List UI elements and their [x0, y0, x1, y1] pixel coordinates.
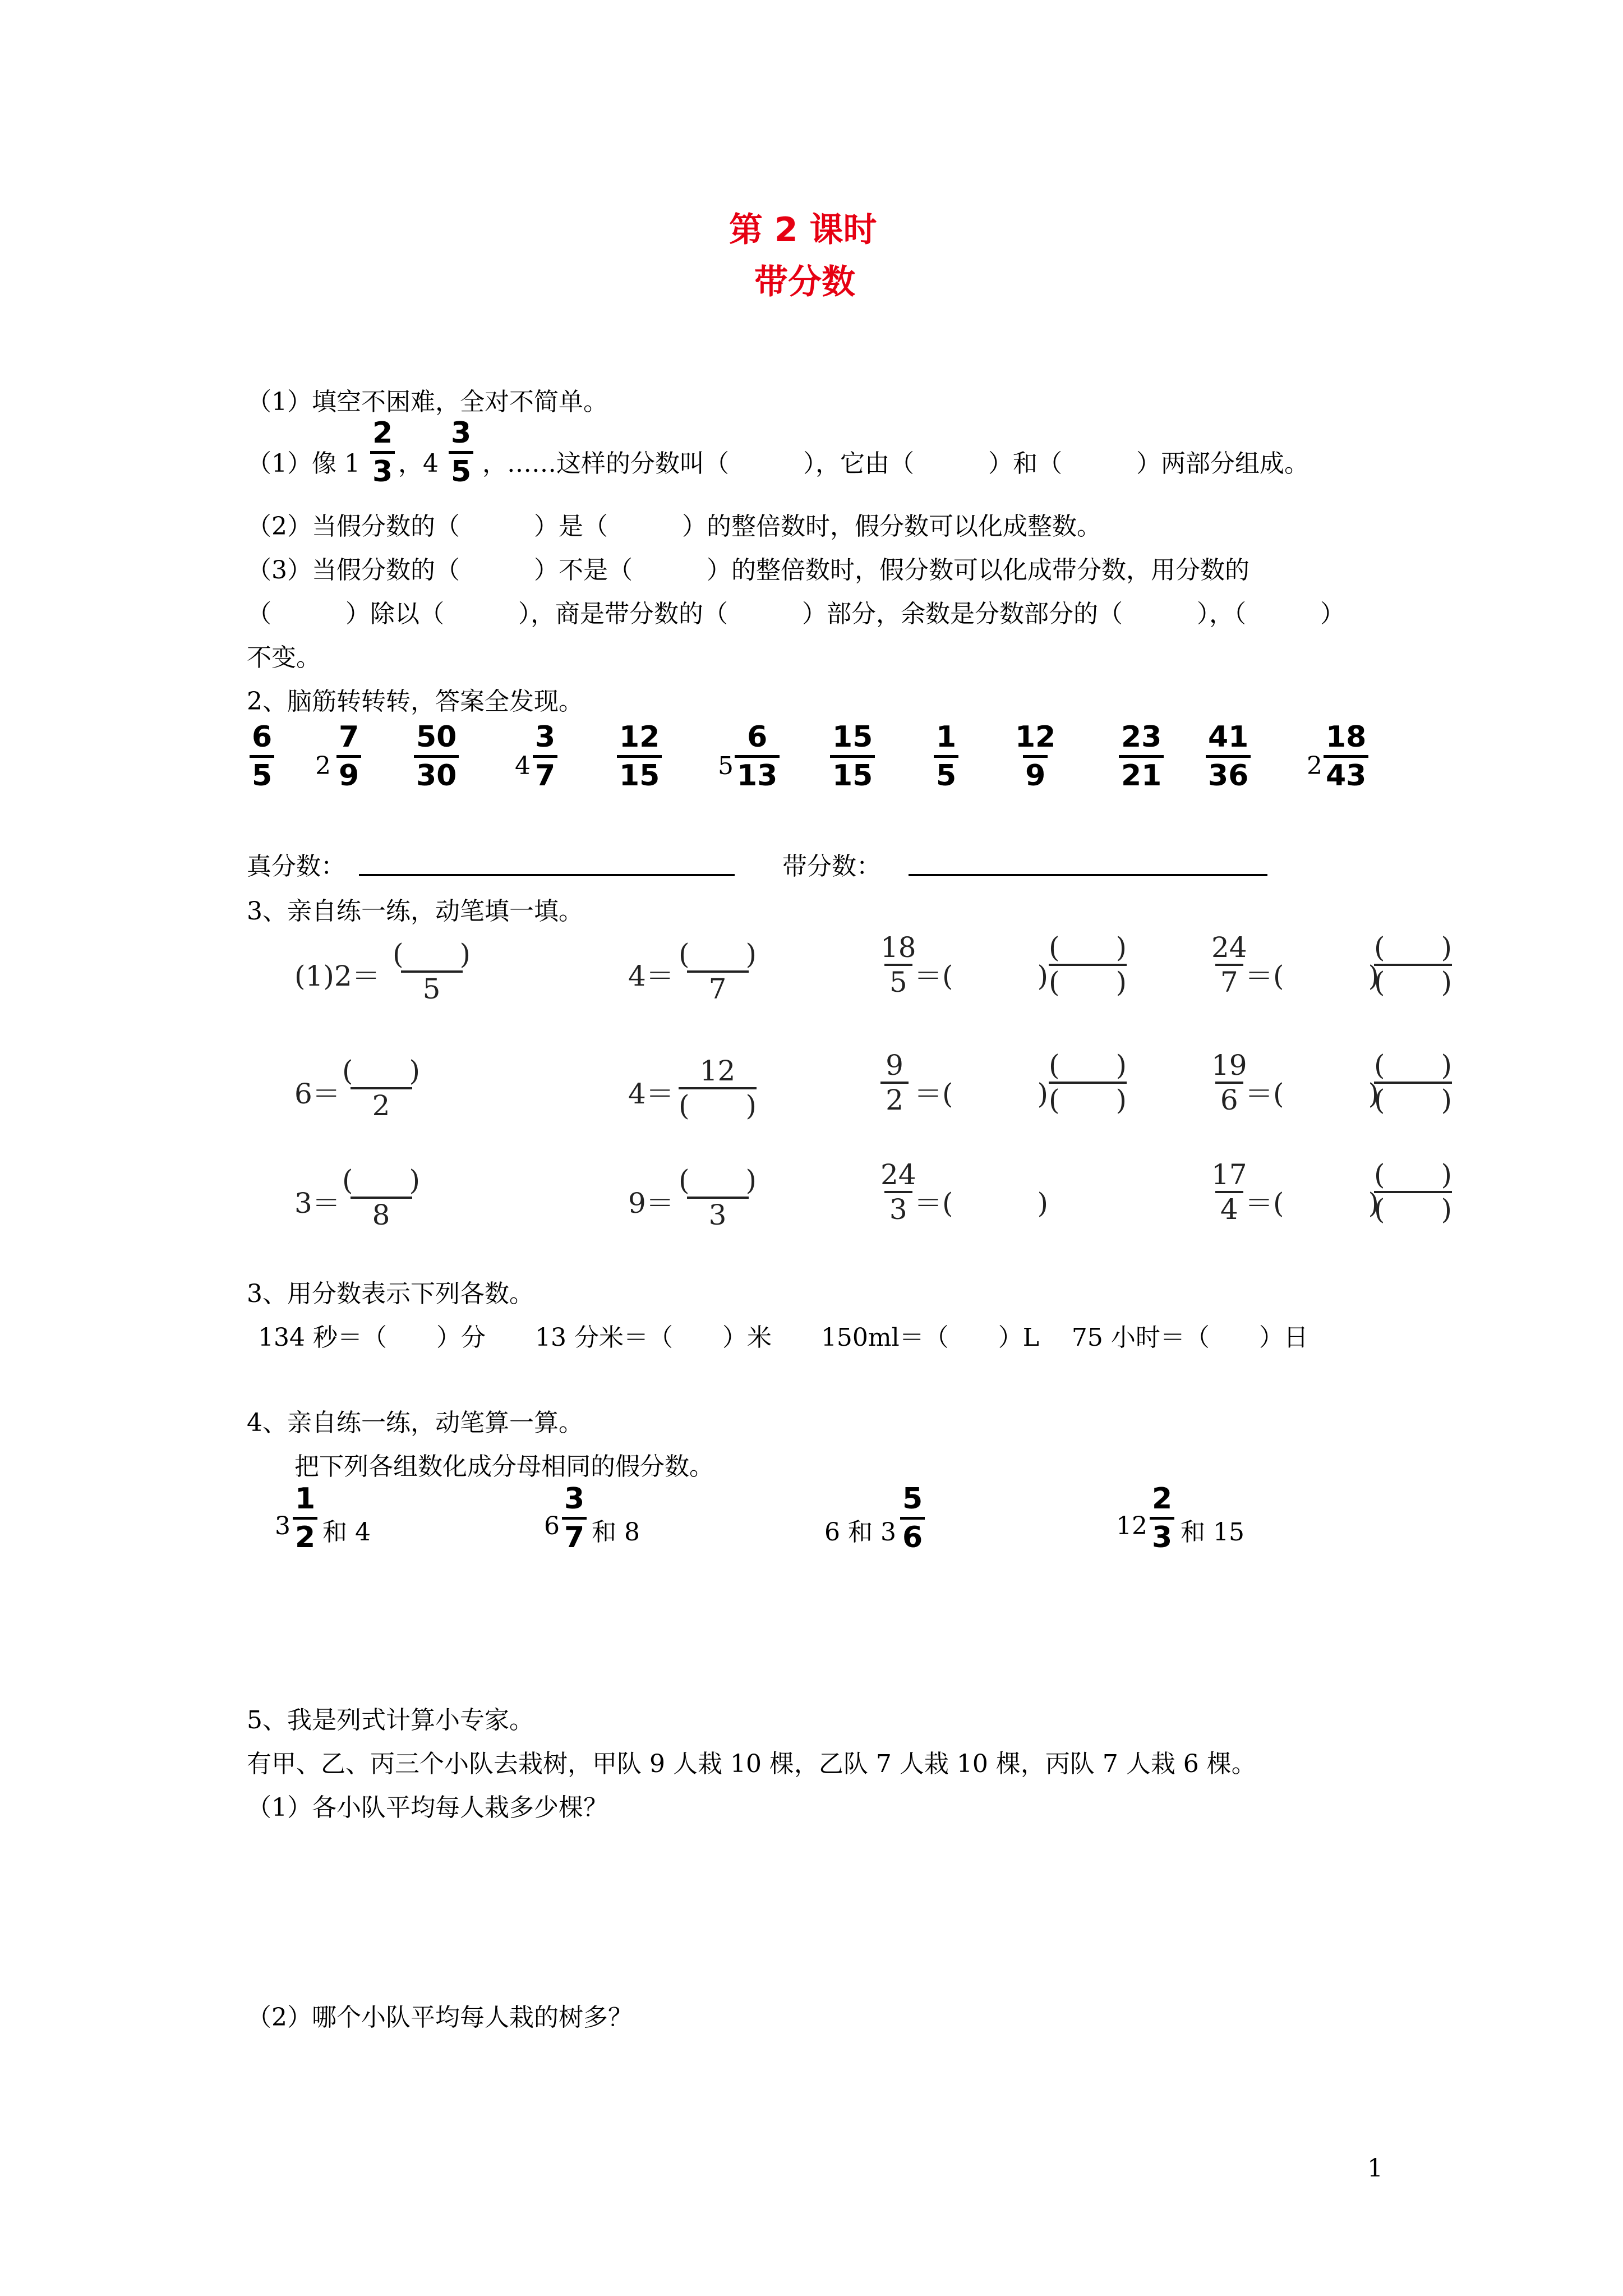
denominator: 3 — [370, 451, 395, 490]
q3a-title: 3、亲自练一练，动笔填一填。 — [247, 897, 583, 926]
q4-g4-frac — [1150, 1481, 1174, 1556]
denominator: 13 — [735, 755, 780, 794]
numerator-blank[interactable]: ( ) — [1374, 1049, 1453, 1082]
q1-line1-sep: ，4 — [398, 449, 439, 478]
q5-stem: 有甲、乙、丙三个小队去栽树，甲队 9 人栽 10 棵，乙队 7 人栽 10 棵，丙队 7 人栽 6 棵。 — [247, 1750, 1256, 1778]
numerator: 17 — [1211, 1158, 1247, 1191]
denominator-blank[interactable]: ( ) — [679, 1087, 757, 1122]
denominator-blank[interactable]: ( ) — [1374, 1191, 1452, 1226]
numerator-blank[interactable]: ( ) — [342, 1055, 421, 1087]
numerator: 9 — [886, 1049, 903, 1082]
r3-c-frac — [880, 1158, 916, 1226]
r2-d-mid[interactable]: ＝( ) — [1245, 1078, 1380, 1110]
numerator-blank[interactable]: ( ) — [342, 1164, 421, 1197]
denominator-blank[interactable]: ( ) — [1049, 1082, 1127, 1116]
r2-b-frac — [679, 1055, 757, 1122]
q2-frac-11 — [1206, 719, 1251, 794]
numerator-blank[interactable]: ( ) — [679, 938, 757, 970]
denominator: 2 — [351, 1087, 412, 1122]
r1-c-answer-frac[interactable] — [1049, 931, 1127, 999]
numerator: 24 — [880, 1158, 916, 1191]
q2-frac-10 — [1119, 719, 1164, 794]
numerator: 7 — [339, 720, 359, 754]
q4-subtitle: 把下列各组数化成分母相同的假分数。 — [294, 1452, 714, 1481]
numerator: 1 — [936, 720, 957, 754]
numerator: 12 — [699, 1055, 736, 1087]
numerator: 6 — [252, 720, 273, 754]
denominator: 5 — [934, 755, 958, 794]
numerator-blank[interactable]: ( ) — [1374, 931, 1453, 964]
r1-c-mid[interactable]: ＝( ) — [914, 960, 1049, 992]
denominator: 6 — [1215, 1082, 1243, 1116]
r3-a-left: 3＝ — [294, 1187, 340, 1220]
denominator: 43 — [1324, 755, 1368, 794]
r2-d-frac — [1211, 1049, 1247, 1116]
q5-title: 5、我是列式计算小专家。 — [247, 1706, 534, 1734]
numerator: 3 — [535, 720, 556, 754]
topic-title: 带分数 — [754, 263, 855, 302]
r2-c-answer-frac[interactable] — [1049, 1049, 1127, 1116]
q2-frac-3 — [414, 719, 459, 794]
numerator: 19 — [1211, 1049, 1247, 1082]
denominator-blank[interactable]: ( ) — [1374, 1082, 1452, 1116]
q2-frac-8 — [934, 719, 958, 794]
q2-frac-7 — [830, 719, 875, 794]
denominator: 9 — [1023, 755, 1048, 794]
r1-d-mid[interactable]: ＝( ) — [1245, 960, 1380, 992]
denominator: 3 — [687, 1197, 749, 1231]
q4-title: 4、亲自练一练，动笔算一算。 — [247, 1409, 583, 1437]
q3b-line: 134 秒＝（ ）分 13 分米＝（ ）米 150ml＝（ ）L 75 小时＝（ ）日 — [258, 1323, 1308, 1352]
numerator: 1 — [295, 1482, 316, 1516]
q1-line2: （2）当假分数的（ ）是（ ）的整倍数时，假分数可以化成整数。 — [247, 512, 1101, 541]
denominator: 3 — [1150, 1517, 1174, 1556]
r2-c-mid[interactable]: ＝( ) — [914, 1078, 1049, 1110]
r1-a-frac — [393, 938, 471, 1005]
q5-part2: （2）哪个小队平均每人栽的树多？ — [247, 2003, 633, 2032]
q2-frac-2 — [336, 719, 361, 794]
page-number: 1 — [1367, 2154, 1383, 2183]
q2-title: 2、脑筋转转转，答案全发现。 — [247, 687, 583, 716]
mixed-number-answer-line[interactable] — [909, 874, 1267, 876]
denominator-blank[interactable]: ( ) — [1374, 964, 1452, 999]
denominator: 7 — [1215, 964, 1243, 999]
q1-line5: 不变。 — [247, 643, 321, 672]
q2-frac-4 — [533, 719, 557, 794]
mixed-number-label: 带分数： — [782, 852, 881, 881]
numerator: 50 — [416, 720, 457, 754]
q4-g1-frac — [293, 1481, 317, 1556]
r3-c-mid[interactable]: ＝( ) — [914, 1187, 1049, 1220]
q1-frac-a — [370, 415, 395, 490]
q4-g4-tail: 和 15 — [1181, 1518, 1244, 1547]
numerator-blank[interactable]: ( ) — [1049, 931, 1127, 964]
numerator: 24 — [1211, 931, 1247, 964]
q2-frac-6 — [735, 719, 780, 794]
denominator: 7 — [533, 755, 557, 794]
numerator-blank[interactable]: ( ) — [393, 938, 471, 970]
q2-item-6-whole: 5 — [718, 752, 734, 780]
numerator: 3 — [564, 1482, 585, 1516]
q4-g3-frac — [900, 1481, 925, 1556]
q1-line1-prefix: （1）像 1 — [247, 449, 360, 478]
numerator-blank[interactable]: ( ) — [679, 1164, 757, 1197]
r3-a-frac — [342, 1164, 420, 1231]
denominator: 4 — [1215, 1191, 1243, 1226]
numerator-blank[interactable]: ( ) — [1374, 1158, 1453, 1191]
proper-fraction-label: 真分数： — [247, 852, 345, 881]
numerator: 18 — [1326, 720, 1367, 754]
q2-frac-9 — [1015, 719, 1055, 794]
numerator: 23 — [1121, 720, 1162, 754]
denominator: 21 — [1119, 755, 1164, 794]
q4-g2-tail: 和 8 — [592, 1518, 640, 1547]
q4-g2-frac — [562, 1481, 587, 1556]
q1-line3: （3）当假分数的（ ）不是（ ）的整倍数时，假分数可以化成带分数，用分数的 — [247, 556, 1249, 585]
denominator: 8 — [351, 1197, 412, 1231]
numerator: 2 — [1152, 1482, 1173, 1516]
q4-g1-tail: 和 4 — [322, 1518, 371, 1547]
q4-g2-whole: 6 — [544, 1512, 560, 1540]
r1-b-left: 4＝ — [628, 960, 674, 992]
r2-c-frac — [880, 1049, 909, 1116]
denominator: 5 — [884, 964, 912, 999]
denominator: 9 — [336, 755, 361, 794]
denominator: 2 — [293, 1517, 317, 1556]
r1-c-frac — [880, 931, 916, 999]
numerator: 18 — [880, 931, 916, 964]
q5-part1: （1）各小队平均每人栽多少棵？ — [247, 1793, 608, 1822]
numerator: 41 — [1208, 720, 1249, 754]
numerator: 5 — [902, 1482, 923, 1516]
numerator: 12 — [1015, 720, 1056, 754]
q4-g4-whole: 12 — [1116, 1512, 1147, 1540]
denominator: 5 — [449, 451, 473, 490]
q2-item-12-whole: 2 — [1307, 752, 1322, 780]
lesson-title: 第 2 课时 — [729, 210, 877, 250]
r1-b-frac — [679, 938, 757, 1005]
q2-frac-1 — [250, 719, 274, 794]
r1-d-frac — [1211, 931, 1247, 999]
q1-frac-b — [449, 415, 473, 490]
r2-a-frac — [342, 1055, 420, 1122]
denominator: 6 — [900, 1517, 925, 1556]
q1-line1-text: ，……这样的分数叫（ ），它由（ ）和（ ）两部分组成。 — [482, 449, 1309, 478]
r3-b-frac — [679, 1164, 757, 1231]
denominator: 3 — [884, 1191, 912, 1226]
denominator: 5 — [401, 970, 463, 1005]
q1-line4: （ ）除以（ ），商是带分数的（ ）部分，余数是分数部分的（ ），（ ） — [247, 600, 1345, 628]
denominator: 15 — [830, 755, 875, 794]
q4-g1-whole: 3 — [275, 1512, 291, 1540]
q2-item-4-whole: 4 — [515, 752, 531, 780]
q3b-title: 3、用分数表示下列各数。 — [247, 1280, 534, 1308]
r3-b-left: 9＝ — [628, 1187, 674, 1220]
q1-intro: （1）填空不困难，全对不简单。 — [247, 388, 608, 416]
r2-d-answer-frac[interactable] — [1374, 1049, 1452, 1116]
r2-a-left: 6＝ — [294, 1078, 340, 1110]
denominator-blank[interactable]: ( ) — [1049, 964, 1127, 999]
denominator: 5 — [250, 755, 274, 794]
r1-a-left: (1)2＝ — [294, 960, 380, 992]
q2-frac-12 — [1324, 719, 1368, 794]
proper-fraction-answer-line[interactable] — [359, 874, 735, 876]
r3-d-answer-frac[interactable] — [1374, 1158, 1452, 1226]
numerator: 2 — [372, 416, 393, 450]
q2-frac-5 — [617, 719, 662, 794]
denominator: 15 — [617, 755, 662, 794]
denominator: 2 — [880, 1082, 909, 1116]
denominator: 30 — [414, 755, 459, 794]
r1-d-answer-frac[interactable] — [1374, 931, 1452, 999]
numerator-blank[interactable]: ( ) — [1049, 1049, 1127, 1082]
r3-d-frac — [1211, 1158, 1247, 1226]
denominator: 36 — [1206, 755, 1251, 794]
r2-b-left: 4＝ — [628, 1078, 674, 1110]
q2-item-2-whole: 2 — [315, 752, 331, 780]
denominator: 7 — [687, 970, 749, 1005]
q4-g3-head: 6 和 3 — [824, 1518, 896, 1547]
r3-d-mid[interactable]: ＝( ) — [1245, 1187, 1380, 1220]
numerator: 3 — [451, 416, 472, 450]
denominator: 7 — [562, 1517, 587, 1556]
numerator: 15 — [832, 720, 873, 754]
numerator: 12 — [619, 720, 660, 754]
numerator: 6 — [747, 720, 768, 754]
